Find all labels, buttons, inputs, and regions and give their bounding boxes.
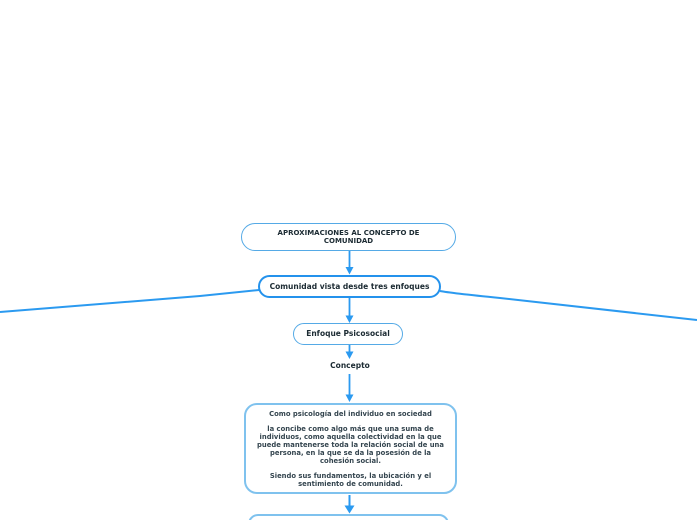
- arrowhead-root-level1: [346, 267, 354, 275]
- concept-box-paragraph-2: la concibe como algo más que una suma de individuos, como aquella colectividad en la que puede mantenerse toda la relación social de una persona, en la que se da la posesión de la cohesión social.: [257, 424, 444, 465]
- node-partially-visible-bottom[interactable]: [248, 514, 449, 520]
- node-comunidad-tres-enfoques[interactable]: [258, 275, 441, 298]
- branch-line-left: [0, 290, 259, 312]
- node-level2-label: Enfoque Psicosocial: [306, 329, 390, 338]
- arrowhead-level1-level2: [346, 316, 354, 324]
- branch-line-right: [440, 291, 697, 320]
- node-concept-description-box[interactable]: [244, 403, 457, 494]
- arrowhead-box-next: [345, 506, 355, 514]
- concept-box-paragraph-1: Como psicología del individuo en sociedad: [269, 409, 432, 418]
- node-enfoque-psicosocial[interactable]: [293, 323, 403, 345]
- arrowhead-level2-concepto: [346, 352, 354, 360]
- concept-box-paragraph-3: Siendo sus fundamentos, la ubicación y el sentimiento de comunidad.: [269, 471, 432, 488]
- node-level1-label: Comunidad vista desde tres enfoques: [269, 281, 430, 291]
- node-concepto[interactable]: [300, 361, 400, 371]
- node-root-label: APROXIMACIONES AL CONCEPTO DE COMUNIDAD: [277, 229, 420, 245]
- node-concepto-label: Concepto: [330, 361, 370, 370]
- arrowhead-concepto-box: [346, 395, 354, 403]
- node-root-aproximaciones[interactable]: [241, 223, 456, 251]
